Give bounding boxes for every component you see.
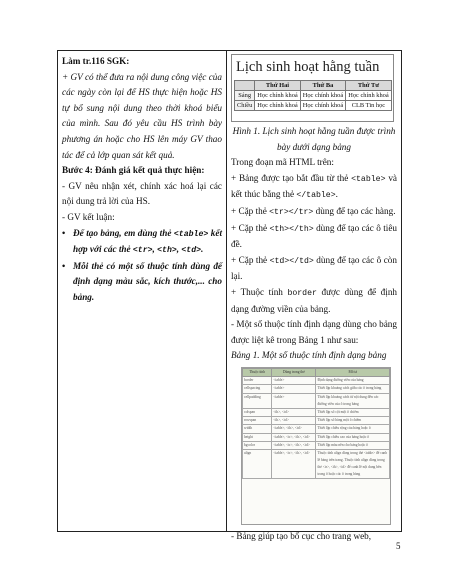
attribute-tags: <table> — [272, 385, 316, 393]
attribute-description: Thiết lập khoảng cách giữa các ô trong bảng — [316, 385, 390, 393]
schedule-table — [234, 80, 392, 111]
attribute-header-cell: Dùng trong thẻ — [272, 368, 316, 376]
attribute-row — [243, 408, 390, 416]
table-tag-explanation: + Bảng được tạo bắt đầu từ thẻ <table> và kết thúc bằng thẻ </table>. — [231, 172, 398, 201]
schedule-row-label: Chiều — [235, 101, 255, 111]
schedule-header-row — [235, 81, 392, 91]
th-tag-explanation: + Cặp thẻ <th></th> dùng để tạo các ô tiêu đề. — [231, 222, 397, 250]
schedule-title: Lịch sinh hoạt hằng tuần — [236, 59, 380, 75]
attribute-tags: <table> — [272, 377, 316, 385]
schedule-cell: CLB Tin học — [346, 101, 391, 111]
attribute-name: align — [243, 449, 272, 478]
border-attribute-explanation: + Thuộc tính border được dùng để định dạng đường viền của bảng. — [231, 286, 398, 314]
table-1-caption: Bảng 1. Một số thuộc tính định dạng bảng — [231, 350, 387, 361]
bullet-icon: • — [62, 227, 66, 238]
attribute-description: Thiết lập chiều rộng của bảng hoặc ô — [316, 425, 390, 433]
attribute-description: Định dạng đường viền của bảng — [316, 377, 390, 385]
schedule-row-label: Sáng — [235, 91, 255, 101]
schedule-header-cell — [235, 81, 255, 91]
schedule-row — [235, 101, 392, 111]
attribute-name: height — [243, 433, 272, 441]
bullet-icon: • — [62, 260, 66, 271]
schedule-figure — [231, 54, 394, 122]
right-column — [227, 51, 401, 541]
code-intro: Trong đoạn mã HTML trên: — [231, 157, 334, 168]
attribute-tags: <table> — [272, 393, 316, 408]
attribute-tags: <table>, <tr>, <th>, <td> — [272, 433, 316, 441]
attribute-name: rowspan — [243, 417, 272, 425]
bullet-text: Mỗi thẻ có một số thuộc tính dùng để định dạng màu sắc, kích thước,... cho bảng. — [73, 260, 222, 302]
attribute-row — [243, 385, 390, 393]
conclusion-bullet-table-tags — [62, 226, 222, 259]
schedule-row — [235, 91, 392, 101]
attribute-name: width — [243, 425, 272, 433]
lesson-table — [57, 50, 402, 541]
bullet-text: Để tạo bảng, em dùng thẻ <table> kết hợp với các thẻ <tr>, <th>, <td>. — [73, 227, 222, 256]
attribute-description: Thiết lập chiều cao của bảng hoặc ô — [316, 433, 390, 441]
attribute-row — [243, 425, 390, 433]
teacher-feedback: - GV nêu nhận xét, chính xác hoá lại các nội dung trả lời của HS. — [62, 180, 222, 207]
attribute-table — [242, 368, 390, 479]
schedule-cell: Học chính khoá — [300, 91, 345, 101]
attribute-name: bgcolor — [243, 441, 272, 449]
attribute-description: Thuộc tính align dùng trong thẻ <table> để canh lề bảng trên trang. Thuộc tính align dùng trong thẻ <tr>, <th>, <td> để canh lề nội dung bên trong ô hoặc các ô trong hàng — [316, 449, 390, 478]
section-title: Làm tr.116 SGK: — [62, 56, 130, 66]
attribute-tags: <table>, <th>, <td> — [272, 425, 316, 433]
attribute-tags: <th>, <td> — [272, 417, 316, 425]
schedule-cell: Học chính khoá — [255, 91, 300, 101]
attribute-description: Thiết lập khoảng cách từ nội dung đến các đường viền của ô trong bảng — [316, 393, 390, 408]
attribute-name: cellspacing — [243, 385, 272, 393]
schedule-header-cell: Thứ Ba — [300, 81, 345, 91]
attribute-header-row — [243, 368, 390, 376]
schedule-cell: Học chính khoá — [300, 101, 345, 111]
layout-note: - Bảng giúp tạo bố cục cho trang web, — [231, 530, 372, 541]
schedule-header-cell: Thứ Hai — [255, 81, 300, 91]
schedule-cell: Học chính khoá — [346, 91, 391, 101]
attribute-header-cell: Thuộc tính — [243, 368, 272, 376]
attribute-row — [243, 449, 390, 478]
attribute-row — [243, 433, 390, 441]
attribute-tags: <th>, <td> — [272, 408, 316, 416]
conclusion-bullet-attributes — [62, 259, 222, 306]
attribute-table-figure — [241, 367, 391, 525]
page-number: 5 — [396, 541, 401, 551]
attribute-description: Thiết lập số hàng một ô chiếm — [316, 417, 390, 425]
schedule-header-cell: Thứ Tư — [346, 81, 391, 91]
attribute-row — [243, 377, 390, 385]
attribute-header-cell: Mô tả — [316, 368, 390, 376]
figure-1-caption: Hình 1. Lịch sinh hoạt hằng tuần được trình bày dưới dạng bảng — [232, 126, 396, 152]
attribute-row — [243, 417, 390, 425]
attribute-row — [243, 393, 390, 408]
attribute-tags: <table>, <tr>, <th>, <td> — [272, 449, 316, 478]
left-column — [58, 51, 227, 531]
attribute-name: cellpadding — [243, 393, 272, 408]
attribute-row — [243, 441, 390, 449]
attribute-description: Thiết lập số cột một ô chiếm — [316, 408, 390, 416]
attribute-tags: <table>, <tr>, <th>, <td> — [272, 441, 316, 449]
schedule-cell: Học chính khoá — [255, 101, 300, 111]
teacher-instruction: + GV có thể đưa ra nội dung công việc của các ngày còn lại để HS thực hiện hoặc HS tự bổ sung nội dung theo thời khoá biểu của mình. Sau đó yêu cầu HS trình bày phương án hoặc cho HS lên máy GV thao tác để cả lớp quan sát kết quả. — [62, 71, 222, 160]
step-4-heading: Bước 4: Đánh giá kết quả thực hiện: — [62, 165, 205, 176]
tr-tag-explanation: + Cặp thẻ <tr></tr> dùng để tạo các hàng. — [231, 205, 396, 217]
attribute-name: colspan — [243, 408, 272, 416]
attribute-name: border — [243, 377, 272, 385]
attributes-intro: - Một số thuộc tính định dạng dùng cho bảng được liệt kê trong Bảng 1 như sau: — [231, 319, 397, 345]
teacher-conclusion-label: - GV kết luận: — [62, 211, 115, 222]
td-tag-explanation: + Cặp thẻ <td></td> dùng để tạo các ô còn lại. — [231, 254, 397, 282]
attribute-description: Thiết lập màu nền cho bảng hoặc ô — [316, 441, 390, 449]
